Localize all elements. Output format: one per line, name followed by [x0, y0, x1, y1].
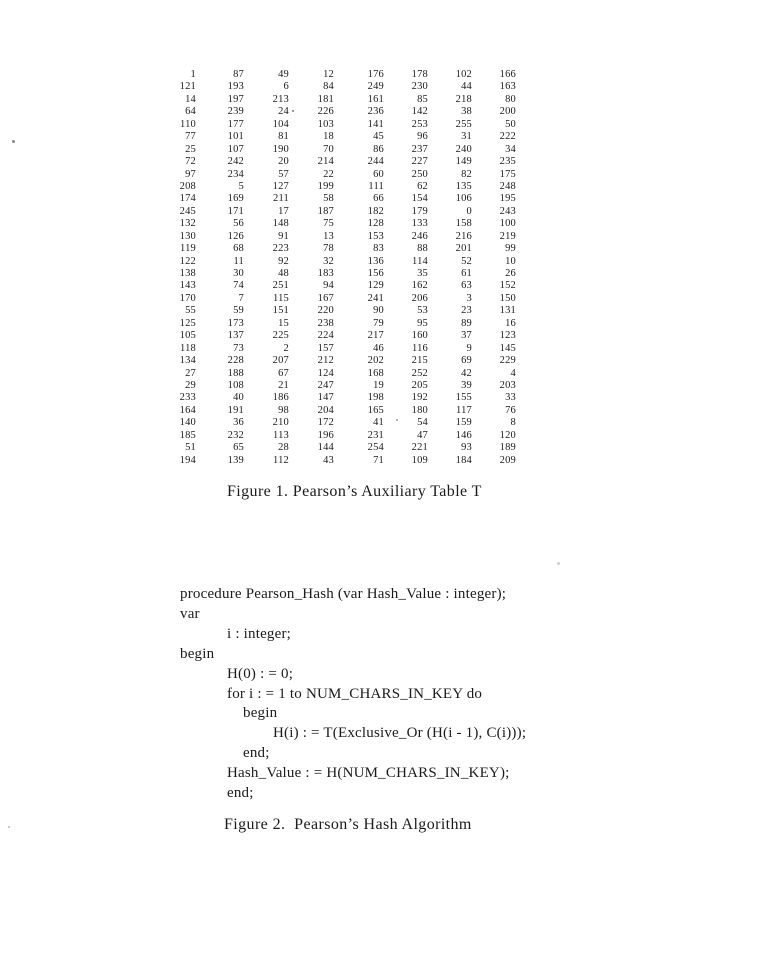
- table-cell: 161: [367, 93, 384, 105]
- table-cell: 51: [185, 442, 196, 454]
- table-cell: 122: [179, 255, 196, 267]
- table-cell: 124: [317, 367, 334, 379]
- table-cell: 249: [367, 81, 384, 93]
- table-cell: 52: [461, 255, 472, 267]
- table-cell: 227: [411, 156, 428, 168]
- table-cell: 237: [411, 143, 428, 155]
- table-cell: 173: [227, 317, 244, 329]
- table-cell: 13: [323, 230, 334, 242]
- table-cell: 9: [466, 342, 472, 354]
- table-cell: 65: [233, 442, 244, 454]
- table-cell: 138: [179, 268, 196, 279]
- table-cell: 150: [499, 292, 516, 304]
- table-cell: 105: [179, 330, 196, 342]
- table-cell: 127: [272, 180, 289, 192]
- table-cell: 226: [317, 106, 334, 118]
- table-cell: 96: [417, 131, 428, 143]
- table-cell: 80: [505, 93, 516, 105]
- table-cell: 190: [272, 143, 289, 155]
- table-cell: 134: [179, 355, 196, 367]
- table-cell: 175: [499, 168, 516, 180]
- table-cell: 15: [278, 317, 289, 329]
- table-cell: 234: [227, 168, 244, 180]
- table-cell: 142: [411, 106, 428, 118]
- table-cell: 7: [238, 292, 244, 304]
- table-cell: 152: [499, 280, 516, 292]
- table-cell: 102: [455, 69, 472, 80]
- table-cell: 14: [185, 93, 196, 105]
- table-cell: 245: [179, 205, 196, 217]
- table-cell: 72: [185, 156, 196, 168]
- table-cell: 177: [227, 118, 244, 130]
- table-cell: 255: [455, 118, 472, 130]
- table-cell: 8: [510, 417, 516, 429]
- table-cell: 218: [455, 93, 472, 105]
- figure1-caption: Figure 1. Pearson’s Auxiliary Table T: [227, 483, 482, 500]
- table-cell: 242: [227, 156, 244, 168]
- table-cell: 199: [317, 180, 334, 192]
- table-cell: 155: [455, 392, 472, 404]
- code-line: begin: [180, 645, 215, 662]
- table-cell: 2: [283, 342, 289, 354]
- table-cell: 195: [499, 193, 516, 205]
- table-cell: 224: [317, 330, 334, 342]
- table-cell: 3: [466, 292, 472, 304]
- table-cell: 26: [505, 268, 516, 279]
- table-cell: 129: [367, 280, 384, 292]
- table-cell: 172: [317, 417, 334, 429]
- table-cell: 179: [411, 205, 428, 217]
- table-cell: 189: [499, 442, 516, 454]
- code-line: procedure Pearson_Hash (var Hash_Value : integer);: [180, 586, 507, 602]
- table-cell: 20: [278, 156, 289, 168]
- table-cell: 154: [411, 193, 428, 205]
- table-cell: 23: [461, 305, 472, 317]
- table-cell: 169: [227, 193, 244, 205]
- table-cell: 25: [185, 143, 196, 155]
- table-cell: 247: [317, 379, 334, 391]
- table-cell: 95: [417, 317, 428, 329]
- table-cell: 248: [499, 180, 516, 192]
- table-cell: 78: [323, 243, 334, 255]
- table-cell: 1: [190, 69, 196, 80]
- table-cell: 89: [461, 317, 472, 329]
- table-cell: 200: [499, 106, 516, 118]
- scan-speck: [8, 826, 10, 828]
- table-cell: 220: [317, 305, 334, 317]
- table-cell: 250: [411, 168, 428, 180]
- table-cell: 82: [461, 168, 472, 180]
- table-cell: 37: [461, 330, 472, 342]
- table-cell: 216: [455, 230, 472, 242]
- table-cell: 174: [179, 193, 196, 205]
- table-cell: 87: [233, 69, 244, 80]
- table-cell: 219: [499, 230, 516, 242]
- table-cell: 163: [499, 81, 516, 93]
- code-line: H(0) : = 0;: [227, 665, 294, 682]
- table-cell: 191: [227, 404, 244, 416]
- table-cell: 77: [185, 131, 196, 143]
- table-cell: 183: [317, 268, 334, 279]
- table-cell: 88: [417, 243, 428, 255]
- table-cell: 91: [278, 230, 289, 242]
- table-cell: 244: [367, 156, 384, 168]
- table-cell: 197: [227, 93, 244, 105]
- table-cell: 116: [412, 342, 428, 354]
- table-cell: 68: [233, 243, 244, 255]
- table-cell: 132: [179, 218, 196, 230]
- table-cell: 145: [499, 342, 516, 354]
- table-cell: 110: [180, 118, 196, 130]
- table-cell: 17: [278, 205, 289, 217]
- table-cell: 135: [455, 180, 472, 192]
- table-cell: 143: [179, 280, 196, 292]
- table-cell: 233: [179, 392, 196, 404]
- table-cell: 36: [233, 417, 244, 429]
- table-cell: 239: [227, 106, 244, 118]
- table-cell: 210: [272, 417, 289, 429]
- table-cell: 185: [179, 429, 196, 441]
- table-cell: 164: [179, 404, 196, 416]
- code-line: i : integer;: [227, 625, 292, 642]
- table-cell: 90: [373, 305, 384, 317]
- table-cell: 217: [367, 330, 384, 342]
- table-cell: 6: [283, 81, 289, 93]
- table-cell: 228: [227, 355, 244, 367]
- table-cell: 32: [323, 255, 334, 267]
- table-cell: 211: [273, 193, 289, 205]
- table-cell: 74: [233, 280, 244, 292]
- table-cell: 241: [367, 292, 384, 304]
- table-cell: 170: [179, 292, 196, 304]
- table-cell: 229: [499, 355, 516, 367]
- table-cell: 181: [317, 93, 334, 105]
- table-cell: 111: [368, 180, 384, 192]
- table-cell: 34: [505, 143, 516, 155]
- table-cell: 158: [455, 218, 472, 230]
- table-cell: 100: [499, 218, 516, 230]
- table-cell: 198: [367, 392, 384, 404]
- table-cell: 137: [227, 330, 244, 342]
- table-cell: 16: [505, 317, 516, 329]
- table-cell: 55: [185, 305, 196, 317]
- table-cell: 167: [317, 292, 334, 304]
- table-cell: 130: [179, 230, 196, 242]
- table-cell: 70: [323, 143, 334, 155]
- table-cell: 84: [323, 81, 334, 93]
- table-cell: 139: [227, 454, 244, 466]
- table-cell: 156: [367, 268, 384, 279]
- table-cell: 66: [373, 193, 384, 205]
- table-cell: 30: [233, 268, 244, 279]
- table-cell: 86: [373, 143, 384, 155]
- table-cell: 188: [227, 367, 244, 379]
- table-cell: 160: [411, 330, 428, 342]
- table-cell: 45: [373, 131, 384, 143]
- table-cell: 106: [455, 193, 472, 205]
- table-cell: 46: [373, 342, 384, 354]
- table-cell: 203: [499, 379, 516, 391]
- table-cell: 76: [505, 404, 516, 416]
- table-cell: 43: [323, 454, 334, 466]
- table-cell: 153: [367, 230, 384, 242]
- table-cell: 107: [227, 143, 244, 155]
- table-cell: 71: [373, 454, 384, 466]
- table-cell: 85: [417, 93, 428, 105]
- table-cell: 128: [367, 218, 384, 230]
- table-cell: 149: [455, 156, 472, 168]
- table-cell: 123: [499, 330, 516, 342]
- table-cell: 166: [499, 69, 516, 80]
- table-cell: 144: [317, 442, 334, 454]
- table-cell: 214: [317, 156, 334, 168]
- table-cell: 11: [233, 255, 244, 267]
- table-cell: 31: [461, 131, 472, 143]
- code-line: Hash_Value : = H(NUM_CHARS_IN_KEY);: [227, 765, 510, 782]
- code-line: begin: [243, 705, 278, 722]
- table-cell: 112: [273, 454, 289, 466]
- table-cell: 182: [367, 205, 384, 217]
- table-cell: 235: [499, 156, 516, 168]
- table-cell: 243: [499, 205, 516, 217]
- table-cell: 209: [499, 454, 516, 466]
- table-cell: 162: [411, 280, 428, 292]
- table-cell: 251: [272, 280, 289, 292]
- pearson-hash-code-block: [180, 585, 526, 804]
- figure2-caption: Figure 2. Pearson’s Hash Algorithm: [224, 816, 472, 833]
- table-cell: 58: [323, 193, 334, 205]
- code-line: end;: [227, 785, 254, 802]
- table-cell: 223: [272, 243, 289, 255]
- table-cell: 254: [367, 442, 384, 454]
- table-cell: 133: [411, 218, 428, 230]
- scan-speck: [292, 110, 294, 112]
- table-cell: 118: [180, 342, 196, 354]
- table-cell: 205: [411, 379, 428, 391]
- table-cell: 253: [411, 118, 428, 130]
- table-cell: 201: [455, 243, 472, 255]
- table-cell: 62: [417, 180, 428, 192]
- table-cell: 42: [461, 367, 472, 379]
- table-cell: 252: [411, 367, 428, 379]
- table-cell: 59: [233, 305, 244, 317]
- table-cell: 176: [367, 69, 384, 80]
- table-cell: 63: [461, 280, 472, 292]
- table-cell: 222: [499, 131, 516, 143]
- table-cell: 5: [238, 180, 244, 192]
- table-cell: 73: [233, 342, 244, 354]
- table-cell: 29: [185, 379, 196, 391]
- table-cell: 47: [417, 429, 428, 441]
- table-cell: 125: [179, 317, 196, 329]
- table-cell: 146: [455, 429, 472, 441]
- table-cell: 19: [373, 379, 384, 391]
- scan-speck: [12, 140, 15, 143]
- table-cell: 99: [505, 243, 516, 255]
- table-cell: 178: [411, 69, 428, 80]
- table-cell: 93: [461, 442, 472, 454]
- table-cell: 117: [456, 404, 472, 416]
- table-cell: 151: [272, 305, 289, 317]
- table-cell: 192: [411, 392, 428, 404]
- table-cell: 50: [505, 118, 516, 130]
- table-cell: 232: [227, 429, 244, 441]
- table-cell: 119: [180, 243, 196, 255]
- code-line: H(i) : = T(Exclusive_Or (H(i - 1), C(i)));: [273, 725, 527, 742]
- table-cell: 41: [373, 417, 384, 429]
- scan-speck: [396, 419, 398, 421]
- table-cell: 48: [278, 268, 289, 279]
- table-cell: 225: [272, 330, 289, 342]
- table-cell: 113: [273, 429, 289, 441]
- table-cell: 148: [272, 218, 289, 230]
- table-cell: 180: [411, 404, 428, 416]
- table-cell: 206: [411, 292, 428, 304]
- table-cell: 27: [185, 367, 196, 379]
- table-cell: 81: [278, 131, 289, 143]
- table-cell: 53: [417, 305, 428, 317]
- table-cell: 24: [278, 106, 289, 118]
- table-cell: 212: [317, 355, 334, 367]
- table-cell: 204: [317, 404, 334, 416]
- table-cell: 157: [317, 342, 334, 354]
- table-cell: 104: [272, 118, 289, 130]
- table-cell: 69: [461, 355, 472, 367]
- table-cell: 40: [233, 392, 244, 404]
- table-cell: 94: [323, 280, 334, 292]
- table-cell: 246: [411, 230, 428, 242]
- table-cell: 120: [499, 429, 516, 441]
- table-cell: 92: [278, 255, 289, 267]
- table-cell: 196: [317, 429, 334, 441]
- table-cell: 230: [411, 81, 428, 93]
- table-cell: 18: [323, 131, 334, 143]
- table-cell: 171: [227, 205, 244, 217]
- table-cell: 184: [455, 454, 472, 466]
- table-cell: 213: [272, 93, 289, 105]
- code-line: for i : = 1 to NUM_CHARS_IN_KEY do: [227, 685, 483, 702]
- table-cell: 159: [455, 417, 472, 429]
- table-cell: 240: [455, 143, 472, 155]
- table-cell: 33: [505, 392, 516, 404]
- table-cell: 38: [461, 106, 472, 118]
- table-cell: 4: [510, 367, 516, 379]
- table-cell: 109: [411, 454, 428, 466]
- table-cell: 60: [373, 168, 384, 180]
- table-cell: 187: [317, 205, 334, 217]
- table-cell: 115: [273, 292, 289, 304]
- scan-speck: [557, 562, 560, 565]
- table-cell: 12: [323, 69, 334, 80]
- table-cell: 231: [367, 429, 384, 441]
- table-cell: 67: [278, 367, 289, 379]
- table-cell: 236: [367, 106, 384, 118]
- pearson-auxiliary-table: [151, 69, 516, 467]
- table-cell: 165: [367, 404, 384, 416]
- table-cell: 208: [179, 180, 196, 192]
- table-cell: 103: [317, 118, 334, 130]
- table-cell: 207: [272, 355, 289, 367]
- table-cell: 79: [373, 317, 384, 329]
- table-cell: 147: [317, 392, 334, 404]
- table-cell: 108: [227, 379, 244, 391]
- table-cell: 194: [179, 454, 196, 466]
- table-cell: 98: [278, 404, 289, 416]
- table-cell: 126: [227, 230, 244, 242]
- code-line: end;: [243, 745, 270, 762]
- table-cell: 64: [185, 106, 196, 118]
- table-cell: 39: [461, 379, 472, 391]
- table-cell: 114: [412, 255, 428, 267]
- table-cell: 57: [278, 168, 289, 180]
- table-cell: 193: [227, 81, 244, 93]
- table-cell: 202: [367, 355, 384, 367]
- table-cell: 0: [466, 205, 472, 217]
- table-cell: 54: [417, 417, 428, 429]
- table-cell: 141: [367, 118, 384, 130]
- table-cell: 83: [373, 243, 384, 255]
- table-cell: 186: [272, 392, 289, 404]
- code-line: var: [180, 605, 200, 622]
- table-cell: 22: [323, 168, 334, 180]
- table-cell: 136: [367, 255, 384, 267]
- table-cell: 238: [317, 317, 334, 329]
- table-cell: 75: [323, 218, 334, 230]
- table-cell: 61: [461, 268, 472, 279]
- table-cell: 21: [278, 379, 289, 391]
- table-cell: 131: [499, 305, 516, 317]
- table-cell: 168: [367, 367, 384, 379]
- table-cell: 97: [185, 168, 196, 180]
- table-cell: 49: [278, 69, 289, 80]
- table-cell: 101: [227, 131, 244, 143]
- table-cell: 10: [505, 255, 516, 267]
- table-cell: 121: [179, 81, 196, 93]
- table-cell: 28: [278, 442, 289, 454]
- table-cell: 35: [417, 268, 428, 279]
- table-cell: 221: [411, 442, 428, 454]
- table-cell: 56: [233, 218, 244, 230]
- table-cell: 140: [179, 417, 196, 429]
- table-cell: 215: [411, 355, 428, 367]
- table-cell: 44: [461, 81, 472, 93]
